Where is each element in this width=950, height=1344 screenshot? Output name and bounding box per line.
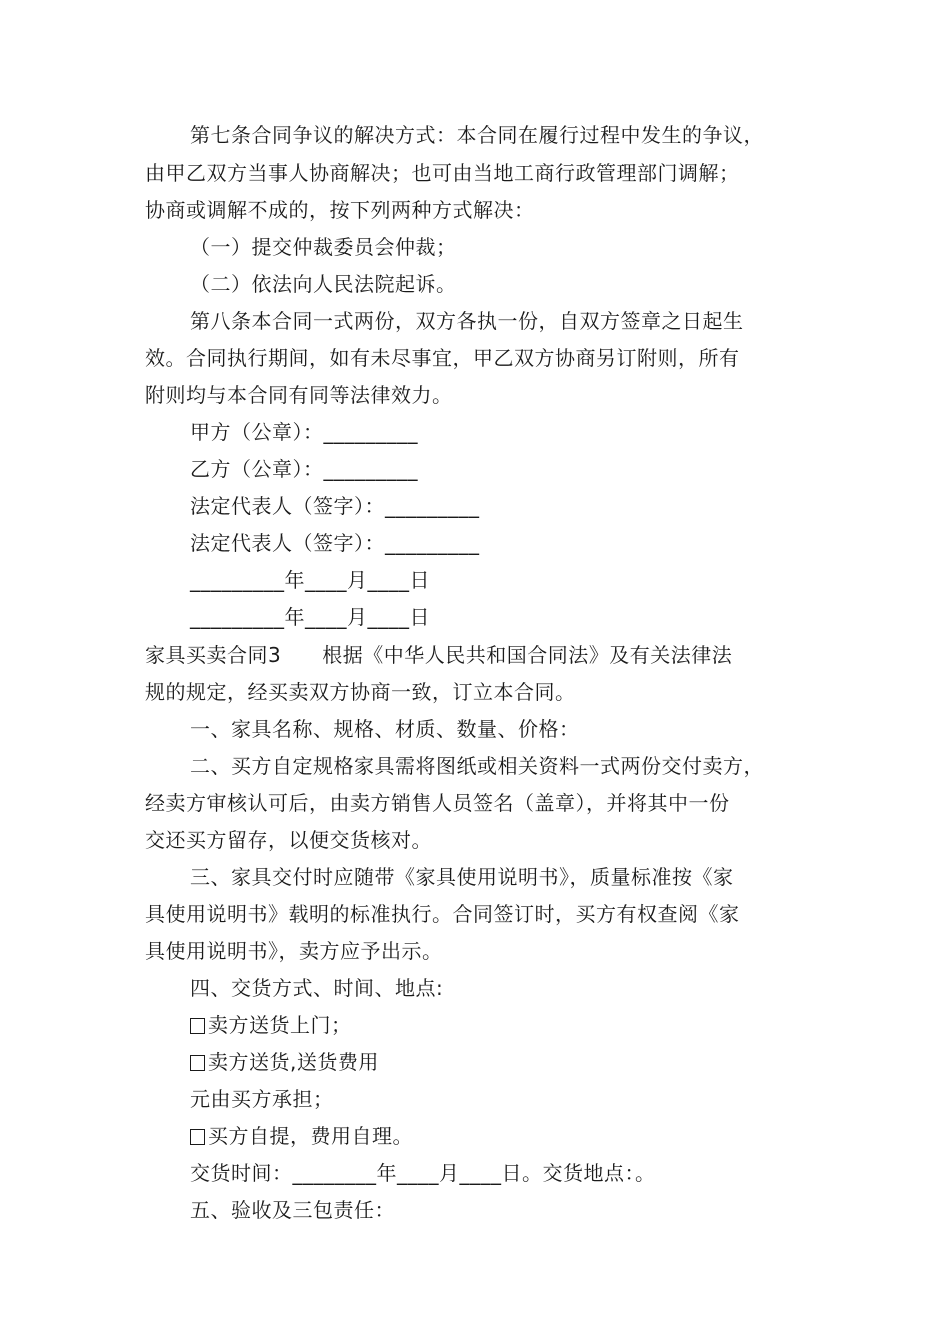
legal-rep-signature-1: 法定代表人（签字）：_________ (190, 494, 480, 518)
option-arbitration: （一）提交仲裁委员会仲裁； (190, 235, 457, 259)
delivery-option-label: 卖方送货,送货费用 (208, 1050, 379, 1074)
delivery-option-seller-delivers-fee (190, 1050, 379, 1074)
date-line-2: _________年____月____日 (190, 605, 430, 629)
checkbox-icon (190, 1018, 205, 1034)
section-2-line-3: 交还买方留存，以便交货核对。 (145, 828, 432, 852)
contract-3-intro-line-2: 规的规定，经买卖双方协商一致，订立本合同。 (145, 680, 576, 704)
section-3-line-1: 三、家具交付时应随带《家具使用说明书》，质量标准按《家 (190, 865, 734, 889)
section-4-heading: 四、交货方式、时间、地点: (190, 976, 444, 1000)
delivery-option-seller-delivers (190, 1013, 352, 1037)
date-line-1: _________年____月____日 (190, 568, 430, 592)
contract-3-intro-line-1: 家具买卖合同3 根据《中华人民共和国合同法》及有关法律法 (145, 643, 733, 667)
delivery-fee-note: 元由买方承担； (190, 1087, 334, 1111)
section-3-line-3: 具使用说明书》，卖方应予出示。 (145, 939, 443, 963)
section-2-line-1: 二、买方自定规格家具需将图纸或相关资料一式两份交付卖方， (190, 754, 764, 778)
article-7-line-2: 由甲乙双方当事人协商解决；也可由当地工商行政管理部门调解； (145, 161, 740, 185)
article-7-line-3: 协商或调解不成的，按下列两种方式解决： (145, 198, 535, 222)
article-8-line-1: 第八条本合同一式两份，双方各执一份，自双方签章之日起生 (190, 309, 744, 333)
checkbox-icon (190, 1129, 205, 1145)
delivery-option-label: 买方自提，费用自理。 (208, 1124, 413, 1148)
article-8-line-2: 效。合同执行期间，如有未尽事宜，甲乙双方协商另订附则，所有 (145, 346, 740, 370)
delivery-time-place: 交货时间：________年____月____日。交货地点：。 (190, 1161, 656, 1185)
party-b-seal: 乙方（公章）：_________ (190, 457, 418, 481)
legal-rep-signature-2: 法定代表人（签字）：_________ (190, 531, 480, 555)
article-8-line-3: 附则均与本合同有同等法律效力。 (145, 383, 453, 407)
section-5-heading: 五、验收及三包责任： (190, 1198, 395, 1222)
section-1-heading: 一、家具名称、规格、材质、数量、价格： (190, 717, 580, 741)
section-3-line-2: 具使用说明书》载明的标准执行。合同签订时，买方有权查阅《家 (145, 902, 740, 926)
checkbox-icon (190, 1055, 205, 1071)
delivery-option-label: 卖方送货上门； (208, 1013, 352, 1037)
party-a-seal: 甲方（公章）：_________ (190, 420, 418, 444)
article-7-line-1: 第七条合同争议的解决方式：本合同在履行过程中发生的争议， (190, 123, 764, 147)
delivery-option-buyer-pickup (190, 1124, 413, 1148)
option-lawsuit: （二）依法向人民法院起诉。 (190, 272, 457, 296)
section-2-line-2: 经卖方审核认可后，由卖方销售人员签名（盖章），并将其中一份 (145, 791, 730, 815)
